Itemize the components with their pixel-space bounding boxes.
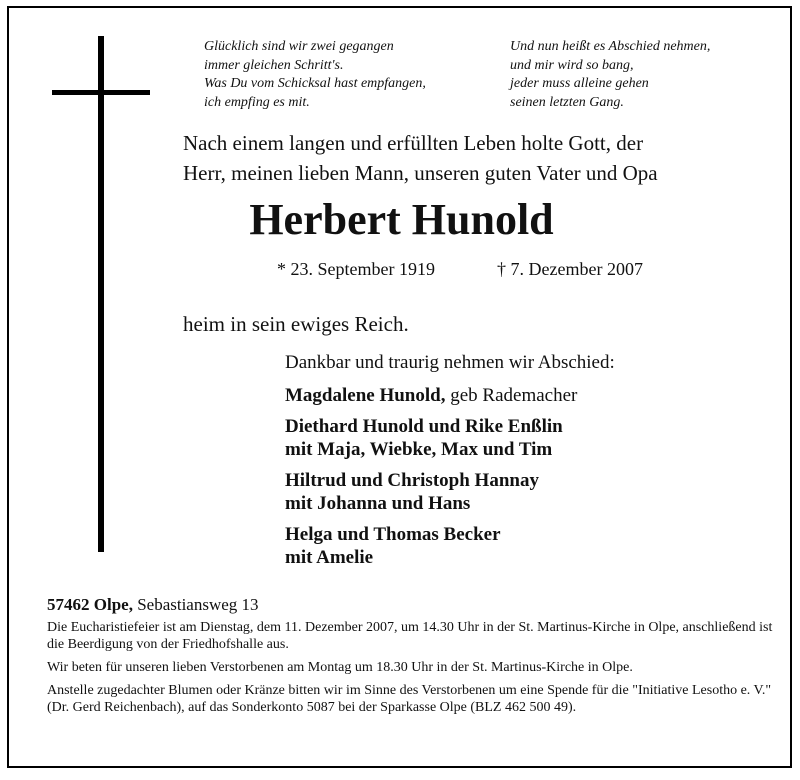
- family-line: mit Johanna und Hans: [285, 493, 471, 514]
- intro-line: Herr, meinen lieben Mann, unseren guten Vater und Opa: [183, 161, 658, 185]
- address-city: 57462 Olpe,: [47, 595, 133, 614]
- family-group: [285, 523, 615, 569]
- family-group: [285, 415, 615, 461]
- widow-maiden-name: geb Rademacher: [445, 385, 578, 406]
- cross-icon-bar: [52, 90, 150, 95]
- family-line: mit Maja, Wiebke, Max und Tim: [285, 439, 553, 460]
- intro-line: Nach einem langen und erfüllten Leben holte Gott, der: [183, 131, 644, 155]
- family-line: Helga und Thomas Becker: [285, 524, 501, 545]
- widow-name: Magdalene Hunold,: [285, 385, 446, 406]
- poem-line: jeder muss alleine gehen: [510, 76, 649, 91]
- poem-line: ich empfing es mit.: [204, 94, 310, 110]
- poem-left: [204, 38, 426, 112]
- intro-text: [183, 128, 658, 188]
- poem-line: seinen letzten Gang.: [510, 94, 624, 110]
- closing-line: heim in sein ewiges Reich.: [183, 312, 409, 336]
- poem-right: [510, 38, 710, 112]
- family-group-widow: [285, 384, 615, 407]
- service-paragraph: Wir beten für unseren lieben Verstorbenen am Montag um 18.30 Uhr in der St. Martinus-Kirche in Olpe.: [47, 660, 633, 675]
- family-list: [285, 350, 615, 569]
- address-street: Sebastiansweg 13: [132, 595, 259, 614]
- address: [47, 596, 777, 613]
- family-line: Hiltrud und Christoph Hannay: [285, 470, 539, 491]
- service-paragraph: Die Eucharistiefeier ist am Dienstag, dem 11. Dezember 2007, um 14.30 Uhr in der St. Martinus-Kirche in Olpe, anschließend ist die Beerdigung von der Friedhofshalle aus.: [47, 620, 773, 652]
- poem-line: immer gleichen Schritt's.: [204, 57, 344, 73]
- death-date: † 7. Dezember 2007: [497, 259, 643, 279]
- poem-line: und mir wird so bang,: [510, 57, 634, 73]
- service-details: [47, 596, 777, 722]
- thanks-line: Dankbar und traurig nehmen wir Abschied:: [285, 352, 615, 373]
- family-group: [285, 469, 615, 515]
- obituary-notice: [7, 6, 792, 768]
- cross-icon: [98, 36, 104, 552]
- deceased-name: Herbert Hunold: [249, 195, 554, 244]
- family-line: Diethard Hunold und Rike Enßlin: [285, 416, 563, 437]
- poem-line: Was Du vom Schicksal hast empfangen,: [204, 76, 426, 91]
- poem-line: Und nun heißt es Abschied nehmen,: [510, 39, 711, 54]
- birth-date: * 23. September 1919: [277, 259, 435, 279]
- family-line: mit Amelie: [285, 547, 374, 568]
- poem-line: Glücklich sind wir zwei gegangen: [204, 39, 394, 54]
- service-paragraph: Anstelle zugedachter Blumen oder Kränze bitten wir im Sinne des Verstorbenen um eine Spende für die "Initiative Lesotho e. V." (Dr. Gerd Reichenbach), auf das Sonderkonto 5087 bei der Sparkasse Olpe (BLZ 462 500 49).: [47, 683, 772, 715]
